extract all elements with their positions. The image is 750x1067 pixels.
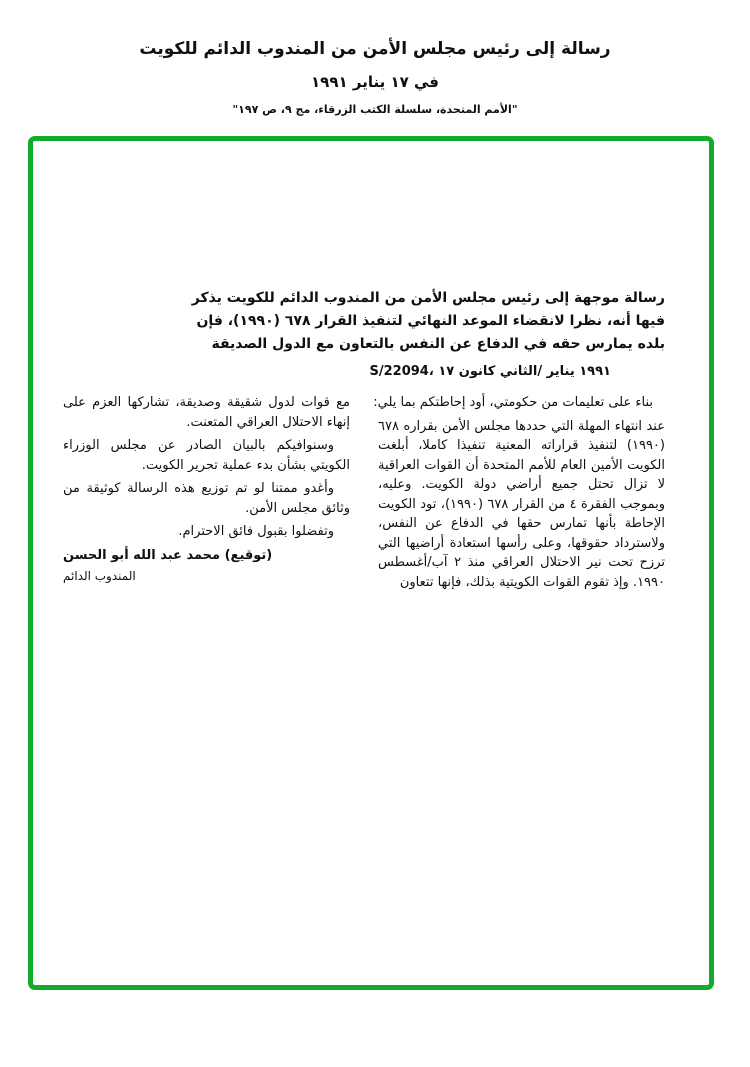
page-title: رسالة إلى رئيس مجلس الأمن من المندوب الدائم للكويت (139, 39, 611, 59)
signatory-title: المندوب الدائم (63, 569, 136, 583)
letter-frame (28, 136, 714, 990)
body-paragraph: مع قوات لدول شقيقة وصديقة، تشاركها العزم على إنهاء الاحتلال العراقي المتعنت. (63, 395, 350, 430)
page-date-line: في ١٧ يناير ١٩٩١ (311, 73, 439, 91)
letter-body-columns (33, 381, 709, 596)
document-symbol-date-line: S/22094،‎ ١٧‎ كانون‎ الثاني/‎ يناير‎ ١٩٩١ (369, 364, 611, 379)
left-column (63, 393, 350, 596)
body-paragraph: وسنوافيكم بالبيان الصادر عن مجلس الوزراء الكويتي بشأن بدء عملية تحرير الكويت. (63, 438, 350, 473)
salutation-line: بناء على تعليمات من حكومتي، أود إحاطتكم بما يلي: (373, 395, 653, 410)
body-paragraph: عند انتهاء المهلة التي حددها مجلس الأمن بقراره ٦٧٨ (١٩٩٠) لتنفيذ قراراته المعنية تنفيذا كاملا، أبلغت الكويت الأمين العام للأمم المتحدة أن القوات العراقية لا تزال تحتل جميع أراضي دولة الكويت. وعليه، وبموجب الفقرة ٤ من القرار ٦٧٨ (١٩٩٠)، تود الكويت الإحاطة بأنها تمارس حقها في الدفاع عن النفس، ولاسترداد حقوقها، وعلى رأسها استعادة أراضيها التي ترزح تحت نير الاحتلال العراقي منذ ٢ آب/أغسطس ١٩٩٠. وإذ تقوم القوات الكويتية بذلك، فإنها تتعاون (378, 418, 666, 590)
signature-line: (توقيع) محمد عبد الله أبو الحسن (63, 547, 273, 563)
body-paragraph: وأغدو ممتنا لو تم توزيع هذه الرسالة كوثيقة من وثائق مجلس الأمن. (63, 481, 350, 516)
source-note: "الأمم المتحدة، سلسلة الكتب الزرقاء، مج ٩، ص ١٩٧" (232, 103, 518, 116)
right-column (373, 393, 666, 596)
closing-paragraph: وتفضلوا بقبول فائق الاحترام. (178, 524, 334, 539)
letter-summary (33, 141, 709, 356)
summary-line: فيها أنه، نظرا لانقضاء الموعد النهائي لتنفيذ القرار ٦٧٨ (١٩٩٠)، فإن (196, 313, 665, 329)
document-header (0, 0, 750, 117)
summary-line: بلده يمارس حقه في الدفاع عن النفس بالتعاون مع الدول الصديقة (211, 336, 665, 352)
summary-line: رسالة موجهة إلى رئيس مجلس الأمن من المندوب الدائم للكويت يذكر (191, 290, 665, 306)
